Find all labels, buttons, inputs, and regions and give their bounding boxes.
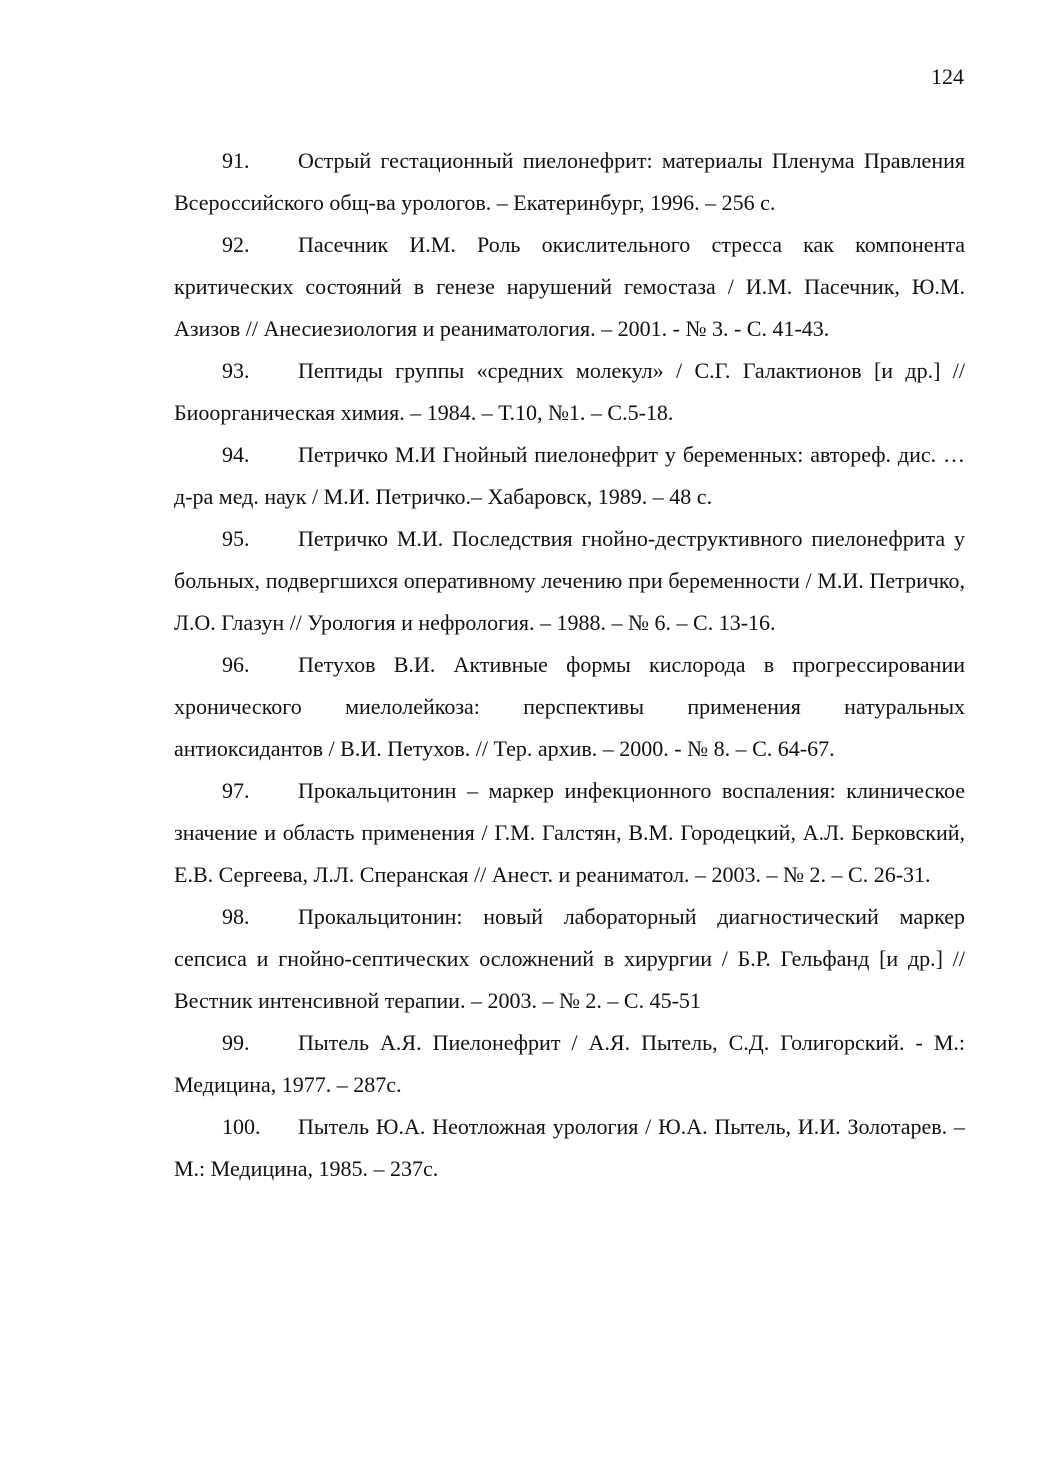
reference-item [174, 770, 965, 896]
reference-number: 94. [222, 442, 250, 467]
reference-item [174, 1106, 965, 1190]
reference-number: 92. [222, 232, 250, 257]
reference-text: Прокальцитонин – маркер инфекционного воспаления: клиническое значение и область применения / Г.М. Галстян, В.М. Городецкий, А.Л. Берковский, Е.В. Сергеева, Л.Л. Сперанская // Анест. и реаниматол. – 2003. – № 2. – С. 26-31. [174, 778, 965, 887]
reference-item [174, 140, 965, 224]
reference-number: 93. [222, 358, 250, 383]
reference-item [174, 434, 965, 518]
reference-item [174, 644, 965, 770]
reference-text: Пептиды группы «средних молекул» / С.Г. Галактионов [и др.] // Биоорганическая химия. – 1984. – Т.10, №1. – С.5-18. [174, 358, 965, 425]
reference-item [174, 896, 965, 1022]
reference-number: 99. [222, 1030, 250, 1055]
reference-number: 91. [222, 148, 250, 173]
reference-text: Петричко М.И. Последствия гнойно-деструктивного пиелонефрита у больных, подвергшихся оперативному лечению при беременности / М.И. Петричко, Л.О. Глазун // Урология и нефрология. – 1988. – № 6. – С. 13-16. [174, 526, 965, 635]
reference-item [174, 350, 965, 434]
reference-text: Прокальцитонин: новый лабораторный диагностический маркер сепсиса и гнойно-септических осложнений в хирургии / Б.Р. Гельфанд [и др.] // Вестник интенсивной терапии. – 2003. – № 2. – С. 45-51 [174, 904, 965, 1013]
reference-list [174, 140, 965, 1190]
reference-text: Пытель А.Я. Пиелонефрит / А.Я. Пытель, С.Д. Голигорский. - М.: Медицина, 1977. – 287с. [174, 1030, 965, 1097]
reference-number: 98. [222, 904, 250, 929]
reference-number: 96. [222, 652, 250, 677]
reference-number: 97. [222, 778, 250, 803]
reference-text: Петричко М.И Гнойный пиелонефрит у беременных: автореф. дис. … д-ра мед. наук / М.И. Петричко.– Хабаровск, 1989. – 48 с. [174, 442, 965, 509]
reference-item [174, 1022, 965, 1106]
reference-item [174, 224, 965, 350]
reference-number: 95. [222, 526, 250, 551]
reference-text: Петухов В.И. Активные формы кислорода в прогрессировании хронического миелолейкоза: перспективы применения натуральных антиоксидантов / В.И. Петухов. // Тер. архив. – 2000. - № 8. – С. 64-67. [174, 652, 965, 761]
page-number: 124 [931, 64, 964, 89]
reference-text: Пытель Ю.А. Неотложная урология / Ю.А. Пытель, И.И. Золотарев. – М.: Медицина, 1985. – 237с. [174, 1114, 965, 1181]
reference-item [174, 518, 965, 644]
reference-text: Острый гестационный пиелонефрит: материалы Пленума Правления Всероссийского общ-ва урологов. – Екатеринбург, 1996. – 256 с. [174, 148, 965, 215]
reference-text: Пасечник И.М. Роль окислительного стресса как компонента критических состояний в генезе нарушений гемостаза / И.М. Пасечник, Ю.М. Азизов // Анесиезиология и реаниматология. – 2001. - № 3. - С. 41-43. [174, 232, 965, 341]
reference-number: 100. [222, 1114, 261, 1139]
